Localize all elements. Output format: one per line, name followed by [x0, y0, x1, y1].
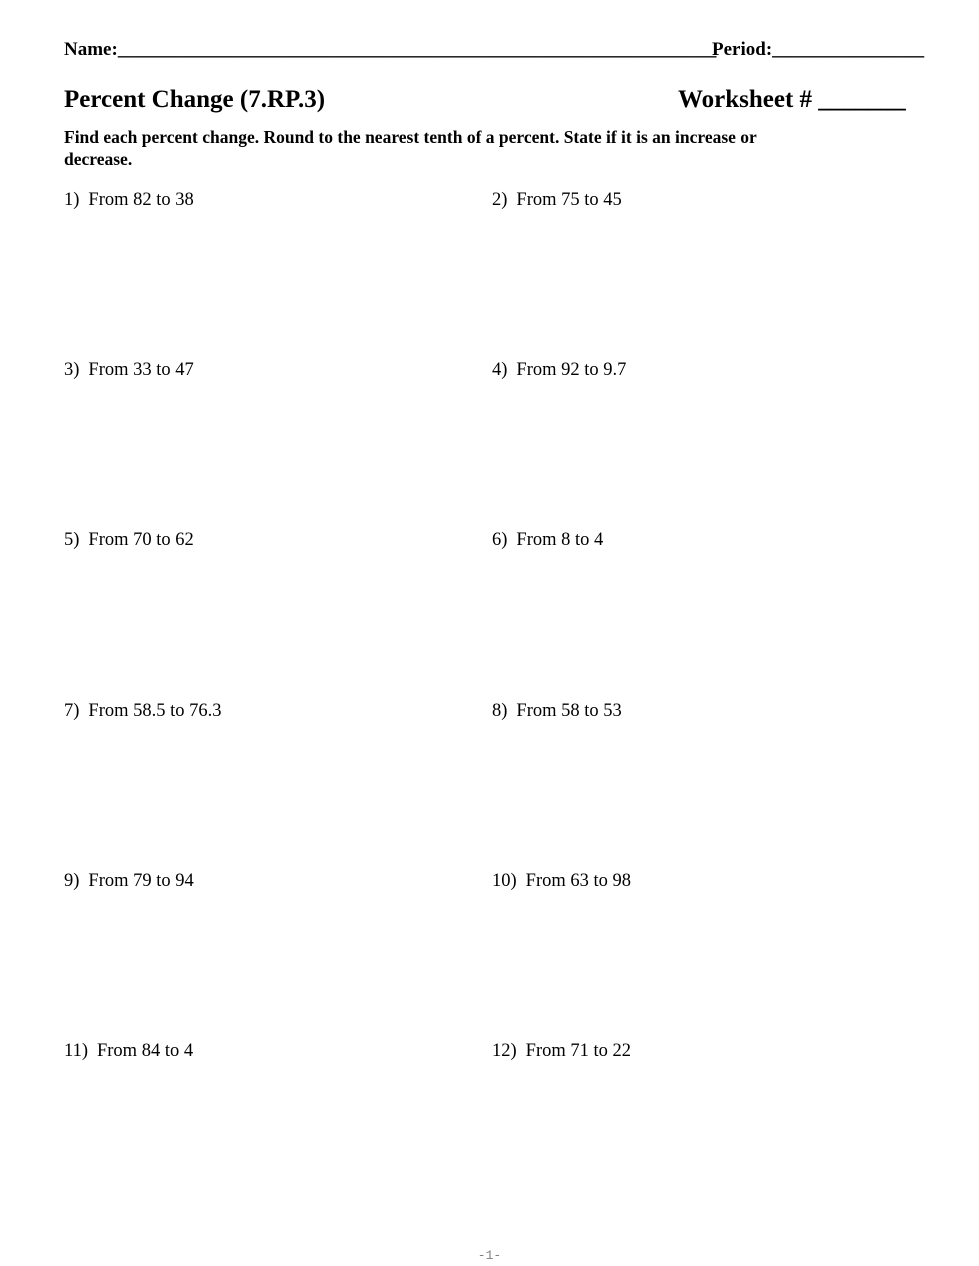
- problem-text: From 70 to 62: [88, 530, 194, 550]
- problem-number: 2): [492, 190, 508, 210]
- problem-text: From 79 to 94: [88, 871, 194, 891]
- problem-text: From 63 to 98: [525, 871, 632, 891]
- period-blank[interactable]: ________________: [772, 39, 925, 60]
- problem-6: [492, 528, 603, 552]
- worksheet-title: Percent Change (7.RP.3): [64, 86, 326, 113]
- problem-10: [492, 869, 631, 893]
- problem-number: 4): [492, 360, 508, 380]
- instructions: [64, 126, 864, 170]
- problem-text: From 58.5 to 76.3: [88, 701, 222, 721]
- problem-12: [492, 1039, 631, 1063]
- problem-text: From 92 to 9.7: [516, 360, 627, 380]
- problem-number: 12): [492, 1041, 517, 1061]
- problem-number: 3): [64, 360, 80, 380]
- problem-5: [64, 528, 194, 552]
- problem-text: From 58 to 53: [516, 701, 622, 721]
- page-number: -1-: [477, 1248, 502, 1263]
- name-field[interactable]: [64, 38, 716, 62]
- problem-text: From 71 to 22: [525, 1041, 632, 1061]
- worksheet-label: Worksheet #: [678, 86, 813, 113]
- name-label: Name:: [64, 39, 118, 60]
- problem-number: 7): [64, 701, 80, 721]
- problem-9: [64, 869, 194, 893]
- problem-number: 8): [492, 701, 508, 721]
- problem-text: From 8 to 4: [516, 530, 604, 550]
- problem-number: 11): [64, 1041, 88, 1061]
- problem-number: 5): [64, 530, 80, 550]
- instructions-line-1: Find each percent change. Round to the nearest tenth of a percent. State if it is an increase or: [64, 127, 757, 147]
- period-field[interactable]: [712, 38, 924, 62]
- problem-number: 9): [64, 871, 80, 891]
- period-label: Period:: [712, 39, 773, 60]
- instructions-line-2: decrease.: [64, 149, 133, 169]
- problem-8: [492, 699, 622, 723]
- problem-7: [64, 699, 222, 723]
- worksheet-blank[interactable]: _______: [818, 86, 906, 113]
- problem-3: [64, 358, 194, 382]
- problem-text: From 82 to 38: [88, 190, 194, 210]
- worksheet-number-field[interactable]: [678, 84, 906, 116]
- name-blank[interactable]: _______________________________________________________________: [117, 39, 717, 60]
- problem-number: 1): [64, 190, 80, 210]
- problem-text: From 84 to 4: [96, 1041, 194, 1061]
- problem-text: From 33 to 47: [88, 360, 194, 380]
- problem-4: [492, 358, 626, 382]
- problem-number: 10): [492, 871, 517, 891]
- problem-number: 6): [492, 530, 508, 550]
- problem-11: [64, 1039, 193, 1063]
- problem-2: [492, 188, 622, 212]
- problem-1: [64, 188, 194, 212]
- problem-text: From 75 to 45: [516, 190, 622, 210]
